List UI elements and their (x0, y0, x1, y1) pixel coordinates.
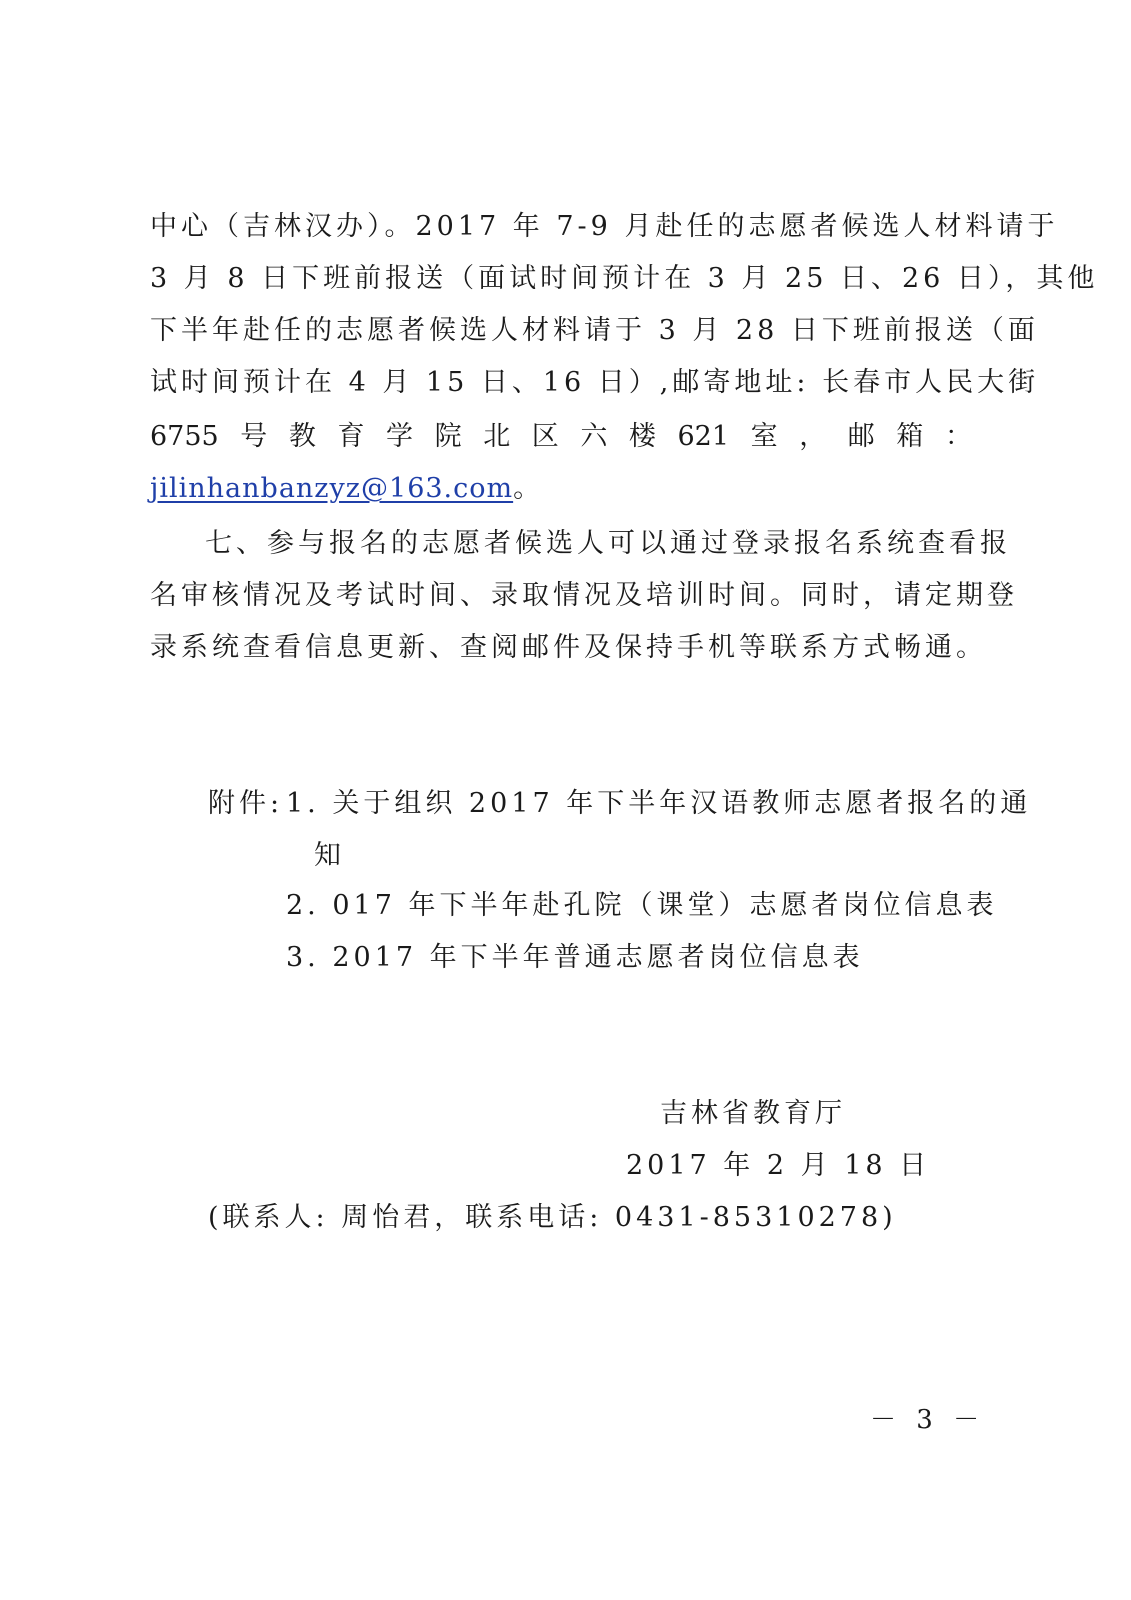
address-part: ： (944, 421, 972, 452)
paragraph-6-line-6 (150, 472, 544, 506)
address-part: 号 (240, 421, 268, 452)
address-part: 邮 (847, 421, 875, 452)
address-part: ， (799, 421, 827, 452)
address-part: 院 (434, 421, 462, 452)
issuing-organization: 吉林省教育厅 (660, 1098, 846, 1129)
paragraph-6-line-5 (150, 420, 972, 454)
paragraph-6-line-3: 下半年赴任的志愿者候选人材料请于 3 月 28 日下班前报送（面 (150, 315, 1039, 346)
paragraph-6-line-4: 试时间预计在 4 月 15 日、16 日）,邮寄地址: 长春市人民大街 (150, 367, 1040, 398)
paragraph-6-line-1: 中心（吉林汉办）。2017 年 7-9 月赴任的志愿者候选人材料请于 (150, 211, 1059, 242)
paragraph-6-line-2: 3 月 8 日下班前报送（面试时间预计在 3 月 25 日、26 日），其他 (150, 263, 1099, 294)
attachment-item-3: 3. 2017 年下半年普通志愿者岗位信息表 (286, 942, 864, 973)
address-part: 室 (750, 421, 778, 452)
contact-info: (联系人: 周怡君，联系电话: 0431-85310278) (208, 1202, 897, 1233)
address-part: 箱 (896, 421, 924, 452)
email-link[interactable]: jilinhanbanzyz@163.com (150, 473, 514, 504)
address-part: 北 (483, 421, 511, 452)
paragraph-7-line-3: 录系统查看信息更新、查阅邮件及保持手机等联系方式畅通。 (150, 632, 987, 663)
email-suffix: 。 (513, 473, 545, 504)
attachments-label: 附件: (208, 788, 284, 819)
address-part: 楼 (628, 421, 656, 452)
attachment-item-1-line-2: 知 (314, 840, 345, 871)
attachment-item-2: 2. 017 年下半年赴孔院（课堂）志愿者岗位信息表 (286, 890, 998, 921)
address-part: 教 (288, 421, 316, 452)
paragraph-7-line-2: 名审核情况及考试时间、录取情况及培训时间。同时，请定期登 (150, 580, 1018, 611)
issue-date: 2017 年 2 月 18 日 (626, 1150, 931, 1181)
address-part: 育 (337, 421, 365, 452)
address-part: 621 (677, 421, 730, 452)
address-part: 学 (386, 421, 414, 452)
address-part: 6755 (150, 421, 219, 452)
paragraph-7-line-1: 七、参与报名的志愿者候选人可以通过登录报名系统查看报 (205, 528, 1011, 559)
page-number: － 3 － (870, 1405, 986, 1435)
address-part: 区 (531, 421, 559, 452)
attachment-item-1-line-1: 1. 关于组织 2017 年下半年汉语教师志愿者报名的通 (286, 788, 1032, 819)
address-part: 六 (580, 421, 608, 452)
